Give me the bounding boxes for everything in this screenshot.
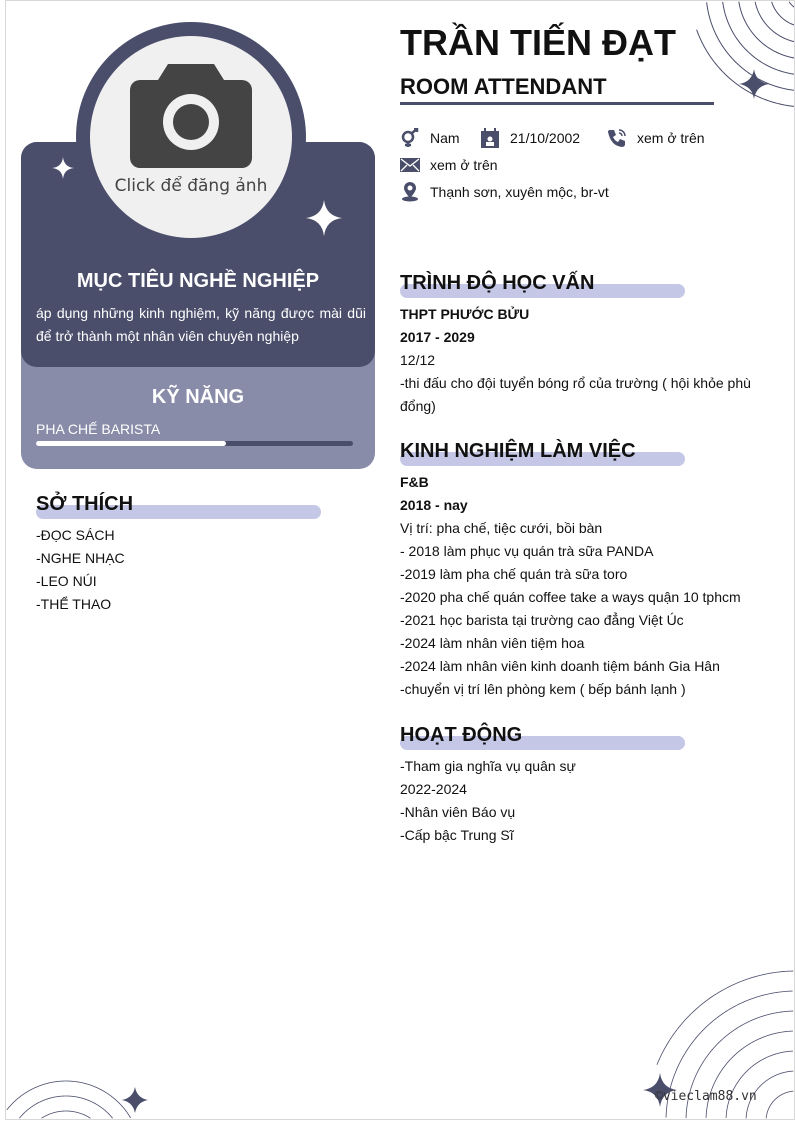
activities-heading bbox=[400, 724, 522, 747]
hobby-item: -THỂ THAO bbox=[36, 596, 112, 612]
company-name: F&B bbox=[400, 474, 429, 490]
skills-title: KỸ NĂNG bbox=[151, 386, 245, 408]
experience-line: -2024 làm nhân viên tiệm hoa bbox=[400, 635, 585, 651]
address-info bbox=[400, 182, 609, 202]
experience-details bbox=[400, 471, 770, 701]
activities-title: HOẠT ĐỘNG bbox=[400, 724, 523, 746]
experience-title: KINH NGHIỆM LÀM VIỆC bbox=[400, 440, 636, 462]
upload-photo-label: Click để đăng ảnh bbox=[114, 176, 268, 196]
sparkle-icon bbox=[739, 69, 769, 99]
experience-line: -2020 pha chế quán coffee take a ways quận 10 tphcm bbox=[400, 589, 741, 605]
watermark: ©vieclam88.vn bbox=[655, 1089, 757, 1104]
education-title: TRÌNH ĐỘ HỌC VẤN bbox=[400, 272, 595, 294]
phone-value: xem ở trên bbox=[637, 130, 705, 146]
hobbies-list bbox=[36, 524, 125, 616]
birthday-value: 21/10/2002 bbox=[510, 130, 581, 146]
activity-line: -Cấp bậc Trung Sĩ bbox=[400, 827, 514, 843]
hobbies-heading bbox=[36, 493, 133, 516]
arc-ring bbox=[789, 2, 795, 8]
job-title: ROOM ATTENDANT bbox=[400, 74, 607, 99]
education-heading bbox=[400, 272, 594, 295]
camera-icon bbox=[130, 64, 252, 168]
hobby-item: -ĐỌC SÁCH bbox=[36, 527, 115, 543]
title-divider bbox=[400, 102, 714, 105]
arc-ring bbox=[19, 1096, 112, 1118]
objective-text: áp dụng những kinh nghiệm, kỹ năng được mài dũi để trở thành một nhân viên chuyên nghiệp bbox=[36, 305, 366, 344]
calendar-icon bbox=[480, 128, 500, 148]
sparkle-icon bbox=[122, 1087, 148, 1113]
arc-ring bbox=[657, 971, 793, 1065]
location-pin-icon bbox=[400, 182, 420, 202]
experience-line: Vị trí: pha chế, tiệc cưới, bồi bàn bbox=[400, 520, 603, 536]
activity-line: -Nhân viên Báo vụ bbox=[400, 804, 516, 820]
gender-icon bbox=[400, 128, 420, 148]
skill-name: PHA CHẾ BARISTA bbox=[36, 421, 161, 437]
activities-details bbox=[400, 755, 576, 847]
upload-photo-button[interactable] bbox=[90, 36, 292, 238]
sparkle-icon bbox=[306, 200, 342, 236]
arc-ring bbox=[739, 2, 795, 59]
arc-ring bbox=[41, 1111, 90, 1118]
education-line: 12/12 bbox=[400, 352, 436, 368]
activity-line: -Tham gia nghĩa vụ quân sự bbox=[400, 758, 576, 774]
education-details bbox=[400, 303, 765, 418]
phone-icon bbox=[607, 128, 627, 148]
education-period: 2017 - 2029 bbox=[400, 329, 475, 345]
experience-heading bbox=[400, 440, 636, 463]
gender-value: Nam bbox=[430, 130, 460, 146]
experience-line: -2019 làm pha chế quán trà sữa toro bbox=[400, 566, 628, 582]
arc-ring bbox=[726, 1051, 793, 1118]
envelope-icon bbox=[400, 155, 420, 175]
email-info bbox=[400, 155, 498, 175]
phone-info bbox=[607, 128, 705, 148]
birthday-info bbox=[480, 128, 580, 148]
arc-ring bbox=[706, 1031, 793, 1118]
arc-ring bbox=[766, 1091, 793, 1118]
experience-line: - 2018 làm phục vụ quán trà sữa PANDA bbox=[400, 543, 654, 559]
candidate-name: TRẦN TIẾN ĐẠT bbox=[400, 22, 676, 63]
experience-line: -chuyển vị trí lên phòng kem ( bếp bánh lạnh ) bbox=[400, 681, 686, 697]
experience-line: -2021 học barista tại trường cao đẳng Việt Úc bbox=[400, 612, 684, 628]
skill-progress-bar bbox=[36, 441, 353, 446]
experience-line: -2024 làm nhân viên kinh doanh tiệm bánh Gia Hân bbox=[400, 658, 720, 674]
education-line: -thi đấu cho đội tuyển bóng rổ của trường ( hội khỏe phù đổng) bbox=[400, 375, 751, 414]
objective-title: MỤC TIÊU NGHỀ NGHIỆP bbox=[76, 270, 320, 292]
school-name: THPT PHƯỚC BỬU bbox=[400, 306, 530, 322]
hobbies-title: SỞ THÍCH bbox=[36, 493, 134, 515]
address-value: Thạnh sơn, xuyên mộc, br-vt bbox=[430, 184, 609, 200]
hobby-item: -LEO NÚI bbox=[36, 573, 97, 589]
email-value: xem ở trên bbox=[430, 157, 498, 173]
sparkle-icon bbox=[52, 157, 74, 179]
experience-period: 2018 - nay bbox=[400, 497, 468, 513]
arc-ring bbox=[7, 1081, 131, 1118]
activity-line: 2022-2024 bbox=[400, 781, 467, 797]
hobby-item: -NGHE NHẠC bbox=[36, 550, 125, 566]
arc-ring bbox=[755, 2, 795, 42]
skill-progress-fill bbox=[36, 441, 226, 446]
gender-info bbox=[400, 128, 460, 148]
